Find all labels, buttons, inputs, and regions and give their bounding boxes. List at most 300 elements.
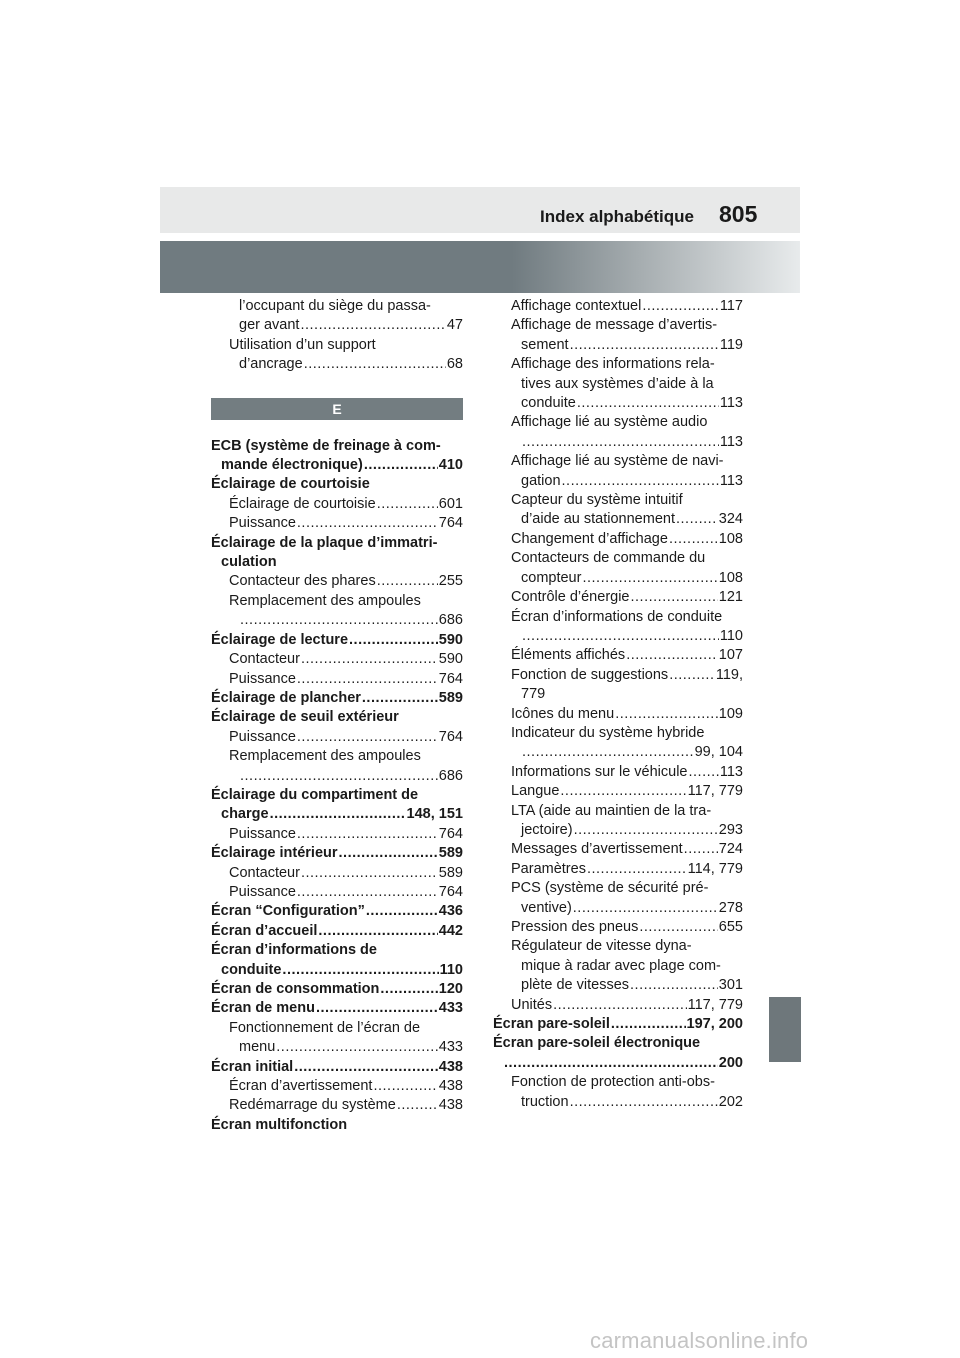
index-entry	[493, 316, 743, 355]
entry-term: Écran d’accueil	[211, 922, 318, 939]
leader-dots	[377, 495, 438, 514]
index-line-text: Écran pare-soleil électronique	[493, 1035, 701, 1052]
index-line-text: Écran d’informations de	[211, 942, 377, 959]
page-header-title: Index alphabétique	[540, 207, 694, 226]
leader-dots	[639, 918, 717, 937]
page-reference: 255	[438, 573, 463, 590]
page-reference: 148, 151	[406, 806, 463, 823]
index-line	[211, 980, 463, 999]
index-line	[511, 510, 743, 529]
index-line	[493, 1015, 743, 1034]
index-line-text: Affichage lié au système de navi-	[511, 453, 724, 470]
index-line-text: Capteur du système intuitif	[511, 492, 683, 509]
page-reference: 108	[718, 530, 743, 547]
index-entry	[493, 666, 743, 705]
page-reference: 119,	[715, 666, 743, 683]
index-entry	[493, 1073, 743, 1112]
index-line-text: Utilisation d’un support	[229, 336, 376, 353]
index-line-text: Remplacement des ampoules	[229, 592, 421, 609]
page-reference: 764	[438, 728, 463, 745]
index-line-text: tives aux systèmes d’aide à la	[521, 375, 714, 392]
index-line	[511, 996, 743, 1015]
index-line	[511, 472, 743, 491]
leader-dots	[301, 864, 438, 883]
page-reference: 764	[438, 825, 463, 842]
page-reference: 113	[719, 763, 743, 780]
index-line	[229, 767, 463, 786]
page-reference: 438	[438, 1097, 463, 1114]
index-entry	[493, 763, 743, 782]
page-reference: 601	[438, 495, 463, 512]
entry-term: Unités	[511, 996, 553, 1013]
entry-term: Éclairage de courtoisie	[229, 495, 376, 512]
entry-term: Icônes du menu	[511, 705, 615, 722]
leader-dots	[318, 922, 437, 941]
page-reference: 113	[719, 395, 743, 412]
index-entry	[493, 588, 743, 607]
page-reference: 202	[718, 1093, 743, 1110]
entry-term: Puissance	[229, 670, 296, 687]
entry-term: Changement d’affichage	[511, 530, 668, 547]
right-index-entries	[493, 297, 743, 1112]
entry-term: Écran de consommation	[211, 981, 380, 997]
index-line-text: Affichage des informations rela-	[511, 356, 715, 373]
leader-dots	[304, 355, 446, 374]
page-reference: 590	[438, 651, 463, 668]
leader-dots	[373, 1077, 437, 1096]
index-line-text: Affichage lié au système audio	[511, 414, 708, 431]
page-reference: 99, 104	[694, 744, 743, 761]
index-entry	[211, 1096, 463, 1115]
index-line	[229, 728, 463, 747]
leader-dots	[297, 825, 438, 844]
entry-term: Puissance	[229, 728, 296, 745]
leader-dots	[364, 456, 438, 475]
page-reference: 436	[438, 903, 463, 920]
leader-dots	[397, 1096, 438, 1115]
index-entry	[211, 297, 463, 336]
index-line	[211, 961, 463, 980]
index-entry	[211, 844, 463, 863]
decorative-gradient-band	[160, 241, 800, 293]
index-line-text: Contacteurs de commande du	[511, 550, 706, 567]
leader-dots	[615, 705, 718, 724]
index-entry	[211, 534, 463, 573]
entry-term: Écran de menu	[211, 1000, 315, 1017]
index-line	[511, 860, 743, 879]
page-reference: 433	[438, 1039, 463, 1056]
index-line	[493, 1054, 743, 1073]
index-line-text: Régulateur de vitesse dyna-	[511, 938, 692, 955]
leader-dots	[574, 821, 718, 840]
index-entry	[493, 297, 743, 316]
entry-term: Éléments affichés	[511, 647, 626, 664]
header-band	[160, 187, 800, 233]
index-line	[511, 899, 743, 918]
entry-term: Affichage contextuel	[511, 298, 642, 314]
index-entry	[493, 879, 743, 918]
index-line	[511, 705, 743, 724]
entry-term: d’aide au stationnement	[521, 511, 675, 528]
index-line-text: PCS (système de sécurité pré-	[511, 880, 709, 897]
page-reference: 589	[438, 864, 463, 881]
index-entry	[493, 530, 743, 549]
index-entry	[493, 608, 743, 647]
index-line-text: Remplacement des ampoules	[229, 748, 421, 765]
page-reference: 301	[718, 977, 743, 994]
index-line	[211, 1058, 463, 1077]
index-entry	[211, 631, 463, 650]
index-entry	[211, 999, 463, 1018]
index-entry	[493, 918, 743, 937]
index-line	[229, 355, 463, 374]
entry-term: Contacteur des phares	[229, 573, 376, 590]
leader-dots	[349, 631, 438, 650]
entry-term: compteur	[521, 569, 582, 586]
index-entry	[211, 864, 463, 883]
index-right-column	[493, 297, 743, 1112]
page-reference: 110	[719, 627, 743, 644]
index-entry	[211, 1019, 463, 1058]
leader-dots	[339, 844, 438, 863]
page-reference-continued: 779	[521, 686, 546, 703]
entry-term: Écran pare-soleil	[493, 1016, 610, 1033]
entry-term: Contacteur	[229, 864, 300, 881]
index-entry	[211, 922, 463, 941]
index-entry	[211, 572, 463, 591]
index-line	[211, 456, 463, 475]
entry-term: conduite	[221, 961, 282, 978]
index-line	[511, 743, 743, 762]
index-line-text: Éclairage du compartiment de	[211, 786, 419, 803]
entry-term: Paramètres	[511, 860, 586, 877]
page-reference: 117, 779	[687, 996, 743, 1013]
index-entry	[211, 747, 463, 786]
leader-dots	[689, 763, 719, 782]
leader-dots	[553, 996, 687, 1015]
left-intro-entries	[211, 297, 463, 375]
entry-term: Puissance	[229, 883, 296, 900]
leader-dots	[380, 980, 437, 999]
page-reference: 764	[438, 670, 463, 687]
index-entry	[211, 650, 463, 669]
page-reference: 686	[438, 612, 463, 629]
leader-dots	[316, 999, 438, 1018]
leader-dots	[582, 569, 717, 588]
page-reference: 108	[718, 569, 743, 586]
page-reference: 589	[438, 845, 463, 862]
page-reference: 117	[719, 298, 743, 314]
index-line	[229, 611, 463, 630]
index-line	[511, 782, 743, 801]
leader-dots	[504, 1054, 718, 1073]
index-line	[229, 864, 463, 883]
index-line	[511, 1093, 743, 1112]
index-entry	[493, 996, 743, 1015]
page-reference: 114, 779	[687, 860, 743, 877]
page-reference: 655	[718, 919, 743, 935]
index-line	[229, 1096, 463, 1115]
index-line-text: Éclairage de la plaque d’immatri-	[211, 534, 438, 551]
index-entry	[493, 413, 743, 452]
index-line	[511, 840, 743, 859]
index-entry	[211, 1058, 463, 1077]
leader-dots	[522, 433, 719, 452]
page-reference: 724	[718, 841, 743, 858]
index-line	[211, 902, 463, 921]
page-reference: 278	[718, 899, 743, 916]
entry-term: culation	[221, 554, 277, 571]
leader-dots	[297, 728, 438, 747]
page-reference: 113	[719, 433, 743, 450]
index-line	[229, 650, 463, 669]
index-line	[211, 922, 463, 941]
leader-dots	[676, 510, 718, 529]
index-line	[229, 670, 463, 689]
index-line	[511, 646, 743, 665]
leader-dots	[587, 860, 687, 879]
index-entry	[493, 1034, 743, 1073]
index-entry	[211, 825, 463, 844]
leader-dots	[282, 961, 438, 980]
entry-term: Redémarrage du système	[229, 1097, 396, 1114]
index-entry	[211, 514, 463, 533]
index-line	[211, 805, 463, 824]
leader-dots	[270, 805, 406, 824]
index-entry	[211, 708, 463, 727]
index-entry	[211, 728, 463, 747]
page-reference: 293	[718, 821, 743, 838]
index-left-column	[211, 297, 463, 1135]
index-line	[211, 631, 463, 650]
index-line	[511, 588, 743, 607]
entry-term: Éclairage de seuil extérieur	[211, 709, 399, 726]
left-index-entries	[211, 437, 463, 1136]
index-line	[511, 627, 743, 646]
page-reference: 107	[718, 647, 743, 664]
index-line-text: Indicateur du système hybride	[511, 724, 705, 741]
index-line-text: LTA (aide au maintien de la tra-	[511, 802, 712, 819]
index-line	[211, 844, 463, 863]
page-reference: 438	[438, 1058, 463, 1075]
entry-term: Messages d’avertissement	[511, 841, 683, 858]
index-entry	[211, 883, 463, 902]
index-line	[511, 530, 743, 549]
leader-dots	[240, 767, 438, 786]
index-entry	[211, 592, 463, 631]
index-entry	[493, 860, 743, 879]
index-entry	[211, 902, 463, 921]
index-line	[229, 825, 463, 844]
leader-dots	[366, 902, 438, 921]
entry-term: plète de vitesses	[521, 977, 630, 994]
leader-dots	[562, 472, 719, 491]
leader-dots	[570, 336, 719, 355]
entry-term: Écran multifonction	[211, 1116, 348, 1133]
index-line	[229, 1038, 463, 1057]
index-entry	[493, 840, 743, 859]
leader-dots	[377, 572, 438, 591]
entry-term: sement	[521, 336, 569, 353]
index-line	[229, 572, 463, 591]
page-reference: 113	[719, 472, 743, 489]
index-entry	[211, 670, 463, 689]
index-entry	[493, 491, 743, 530]
index-line	[511, 821, 743, 840]
index-entry	[211, 437, 463, 476]
index-line	[511, 394, 743, 413]
entry-term: charge	[221, 806, 269, 823]
entry-term: ventive)	[521, 899, 572, 916]
entry-term: d’ancrage	[239, 356, 303, 373]
index-line-text: mique à radar avec plage com-	[521, 957, 721, 974]
leader-dots	[642, 297, 719, 316]
index-line-text: Affichage de message d’avertis-	[511, 317, 718, 334]
page-reference: 68	[446, 356, 463, 373]
leader-dots	[522, 627, 719, 646]
page-reference: 120	[438, 981, 463, 997]
index-entry	[493, 646, 743, 665]
section-thumb-tab	[769, 997, 801, 1062]
index-line-text: Fonction de protection anti-obs-	[511, 1074, 715, 1091]
entry-term: Éclairage de lecture	[211, 631, 349, 648]
page-reference: 764	[438, 883, 463, 900]
entry-term: Contacteur	[229, 651, 300, 668]
index-entry	[211, 941, 463, 980]
entry-term: Langue	[511, 783, 560, 800]
leader-dots	[300, 316, 445, 335]
index-line-text: l’occupant du siège du passa-	[239, 298, 431, 314]
entry-term: Pression des pneus	[511, 919, 639, 935]
entry-term: Informations sur le véhicule	[511, 763, 688, 780]
page-reference: 324	[718, 511, 743, 528]
index-line	[211, 708, 463, 727]
entry-term: Éclairage intérieur	[211, 845, 338, 862]
leader-dots	[297, 514, 438, 533]
leader-dots	[297, 670, 438, 689]
index-entry	[493, 705, 743, 724]
leader-dots	[570, 1093, 718, 1112]
leader-dots	[669, 666, 715, 685]
index-entry	[493, 549, 743, 588]
page-reference: 764	[438, 515, 463, 532]
page-reference: 197, 200	[686, 1016, 743, 1033]
index-entry	[493, 1015, 743, 1034]
index-entry	[493, 782, 743, 801]
index-entry	[493, 355, 743, 413]
index-line-text: Écran d’informations de conduite	[511, 608, 723, 625]
page-reference: 121	[718, 589, 743, 606]
leader-dots	[301, 650, 438, 669]
leader-dots	[684, 840, 718, 859]
leader-dots	[294, 1058, 438, 1077]
entry-term: truction	[521, 1093, 569, 1110]
leader-dots	[573, 899, 718, 918]
entry-term: Écran “Configuration”	[211, 903, 365, 920]
page-reference: 438	[438, 1078, 463, 1095]
index-entry	[211, 475, 463, 494]
entry-term: menu	[239, 1039, 276, 1056]
index-line	[211, 689, 463, 708]
entry-term: gation	[521, 472, 561, 489]
index-entry	[493, 802, 743, 841]
leader-dots	[240, 611, 438, 630]
leader-dots	[362, 689, 438, 708]
entry-term: jectoire)	[521, 821, 573, 838]
entry-term: Éclairage de plancher	[211, 689, 361, 706]
page-reference: 110	[439, 961, 463, 978]
leader-dots	[522, 743, 694, 762]
index-entry	[493, 452, 743, 491]
entry-term: Fonction de suggestions	[511, 666, 669, 683]
index-line	[511, 336, 743, 355]
index-line	[211, 475, 463, 494]
page-reference: 442	[438, 922, 463, 939]
leader-dots	[669, 530, 718, 549]
index-line	[229, 495, 463, 514]
entry-term: Écran initial	[211, 1058, 294, 1075]
index-line	[211, 1116, 463, 1135]
index-entry	[493, 937, 743, 995]
page-reference: 47	[446, 317, 463, 334]
index-line	[511, 763, 743, 782]
page-reference: 410	[438, 457, 463, 474]
leader-dots	[276, 1038, 438, 1057]
index-line	[229, 1077, 463, 1096]
index-entry	[211, 495, 463, 514]
index-entry	[211, 1116, 463, 1135]
index-line	[229, 514, 463, 533]
page-reference: 117, 779	[687, 783, 743, 800]
entry-term: ger avant	[239, 317, 300, 334]
index-entry	[211, 1077, 463, 1096]
index-entry	[211, 689, 463, 708]
index-line	[511, 976, 743, 995]
leader-dots	[631, 588, 718, 607]
leader-dots	[611, 1015, 686, 1034]
index-entry	[493, 724, 743, 763]
entry-term: Puissance	[229, 825, 296, 842]
index-line	[211, 999, 463, 1018]
entry-term: Éclairage de courtoisie	[211, 476, 370, 493]
index-line-text: Fonctionnement de l’écran de	[229, 1019, 421, 1036]
leader-dots	[560, 782, 686, 801]
leader-dots	[577, 394, 719, 413]
page-number: 805	[719, 201, 758, 227]
index-line	[229, 883, 463, 902]
index-entry	[211, 980, 463, 999]
page-reference: 433	[438, 1000, 463, 1017]
page-reference: 109	[718, 705, 743, 722]
section-letter-heading: E	[211, 398, 463, 420]
page-reference: 119	[719, 336, 743, 353]
index-line	[229, 316, 463, 335]
leader-dots	[626, 646, 718, 665]
footer-watermark: carmanualsonline.info	[590, 1328, 809, 1353]
index-line-text: ECB (système de freinage à com-	[211, 437, 441, 454]
page-reference: 686	[438, 767, 463, 784]
index-entry	[211, 786, 463, 825]
index-entry	[211, 336, 463, 375]
index-line	[511, 297, 743, 316]
entry-term: conduite	[521, 395, 576, 412]
index-line	[211, 553, 463, 572]
page-reference: 200	[718, 1054, 743, 1071]
leader-dots	[630, 976, 718, 995]
index-line	[511, 666, 743, 685]
index-line	[511, 918, 743, 937]
entry-term: Puissance	[229, 515, 296, 532]
